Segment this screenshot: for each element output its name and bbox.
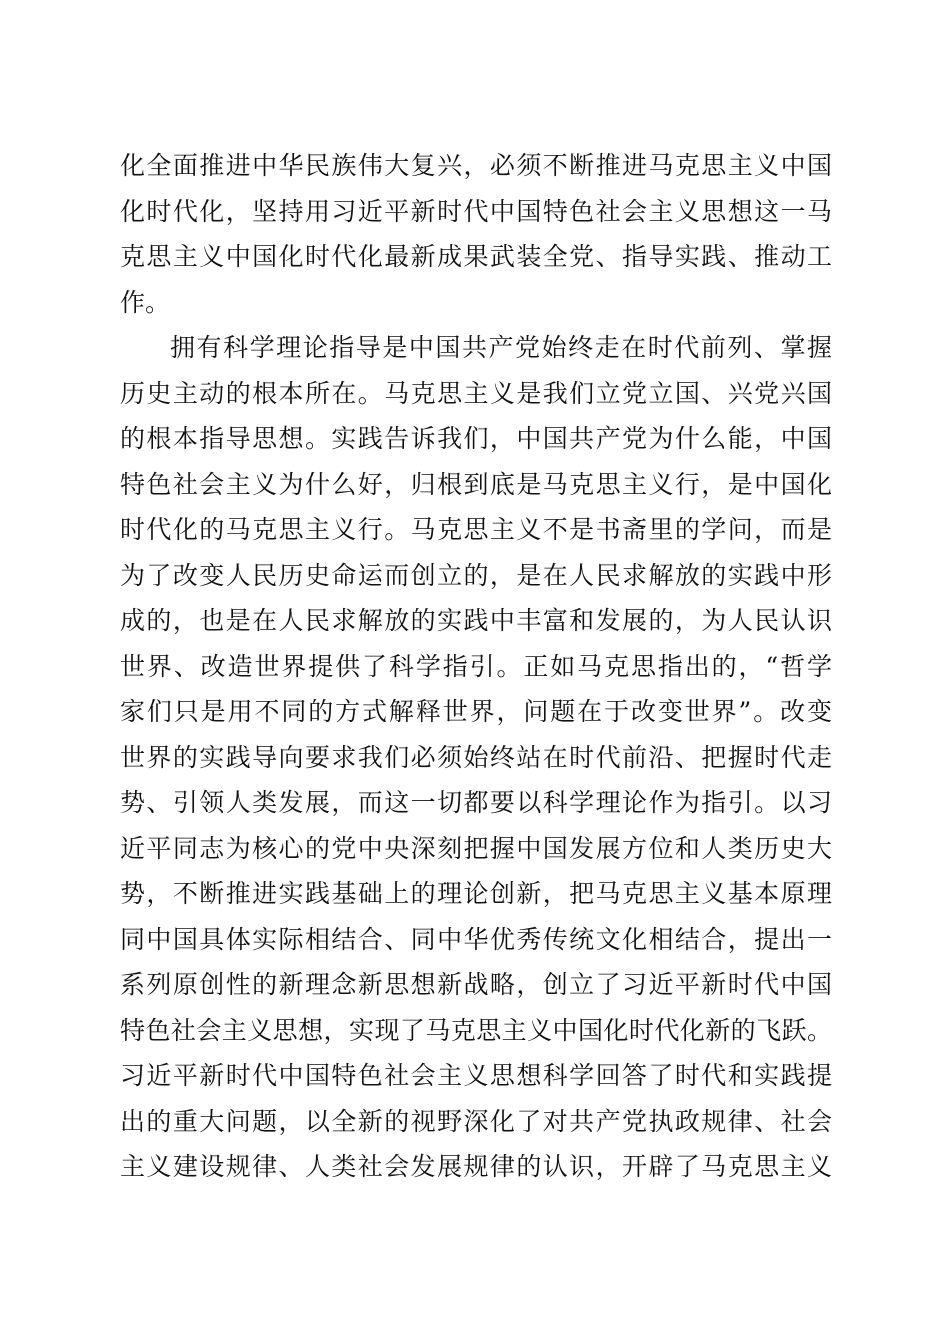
text-line: 的根本指导思想。实践告诉我们，中国共产党为什么能，中国 [120, 424, 832, 453]
text-line: 近平同志为核心的党中央深刻把握中国发展方位和人类历史大 [120, 833, 832, 863]
text-line: 作。 [120, 287, 171, 317]
text-line: 化时代化，坚持用习近平新时代中国特色社会主义思想这一马 [120, 196, 832, 226]
text-line: 世界的实践导向要求我们必须始终站在时代前沿、把握时代走 [120, 742, 832, 772]
text-line: 为了改变人民历史命运而创立的，是在人民求解放的实践中形 [120, 560, 832, 590]
body-text [120, 143, 832, 1190]
text-line: 拥有科学理论指导是中国共产党始终走在时代前列、掌握 [170, 333, 832, 362]
text-line: 克思主义中国化时代化最新成果武装全党、指导实践、推动工 [120, 242, 832, 271]
text-line: 成的，也是在人民求解放的实践中丰富和发展的，为人民认识 [120, 606, 832, 635]
text-line: 习近平新时代中国特色社会主义思想科学回答了时代和实践提 [120, 1061, 832, 1090]
text-line: 同中国具体实际相结合、同中华优秀传统文化相结合，提出一 [120, 924, 832, 954]
text-line: 出的重大问题，以全新的视野深化了对共产党执政规律、社会 [120, 1106, 832, 1136]
text-line: 家们只是用不同的方式解释世界，问题在于改变世界”。改变 [120, 697, 832, 726]
text-line: 势，不断推进实践基础上的理论创新，把马克思主义基本原理 [120, 879, 832, 908]
text-line: 历史主动的根本所在。马克思主义是我们立党立国、兴党兴国 [120, 378, 832, 408]
text-line: 势、引领人类发展，而这一切都要以科学理论作为指引。以习 [120, 788, 832, 817]
text-line: 主义建设规律、人类社会发展规律的认识，开辟了马克思主义 [120, 1152, 832, 1181]
paragraph-2 [120, 325, 832, 1190]
text-line: 时代化的马克思主义行。马克思主义不是书斋里的学问，而是 [120, 515, 832, 544]
text-line: 特色社会主义思想，实现了马克思主义中国化时代化新的飞跃。 [120, 1015, 832, 1045]
text-line: 世界、改造世界提供了科学指引。正如马克思指出的，“哲学 [120, 651, 832, 681]
text-line: 化全面推进中华民族伟大复兴，必须不断推进马克思主义中国 [120, 151, 832, 180]
text-line: 特色社会主义为什么好，归根到底是马克思主义行，是中国化 [120, 469, 832, 499]
paragraph-1 [120, 143, 832, 325]
text-line: 系列原创性的新理念新思想新战略，创立了习近平新时代中国 [120, 970, 832, 999]
